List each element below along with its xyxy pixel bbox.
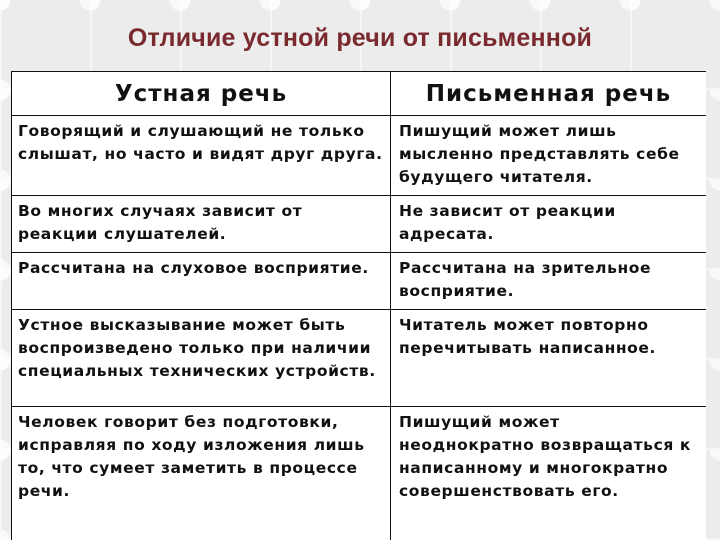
table-row (12, 310, 707, 407)
table-cell-written: Рассчитана на зрительное восприятие. (391, 253, 707, 310)
table-row (12, 253, 707, 310)
table-cell-oral: Устное высказывание может быть воспроизведено только при наличии специальных технических устройств. (12, 310, 391, 407)
table-cell-written: Читатель может повторно перечитывать написанное. (391, 310, 707, 407)
table-cell-written: Пишущий может лишь мысленно представлять себе будущего читателя. (391, 116, 707, 196)
comparison-table (11, 71, 706, 540)
table-row (12, 196, 707, 253)
table-cell-written: Пишущий может неоднократно возвращаться к написанному и многократно совершенствовать его. (391, 407, 707, 540)
comparison-table-wrapper (11, 71, 706, 540)
table-cell-oral: Во многих случаях зависит от реакции слушателей. (12, 196, 391, 253)
table-row (12, 116, 707, 196)
table-cell-oral: Человек говорит без подготовки, исправляя по ходу изложения лишь то, что сумеет заметить в процессе речи. (12, 407, 391, 540)
header-written-speech: Письменная речь (391, 72, 707, 116)
slide-title: Отличие устной речи от письменной (127, 24, 593, 52)
table-cell-written: Не зависит от реакции адресата. (391, 196, 707, 253)
header-oral-speech: Устная речь (12, 72, 391, 116)
table-header-row (12, 72, 707, 116)
table-cell-oral: Рассчитана на слуховое восприятие. (12, 253, 391, 310)
table-row (12, 407, 707, 540)
table-cell-oral: Говорящий и слушающий не только слышат, но часто и видят друг друга. (12, 116, 391, 196)
